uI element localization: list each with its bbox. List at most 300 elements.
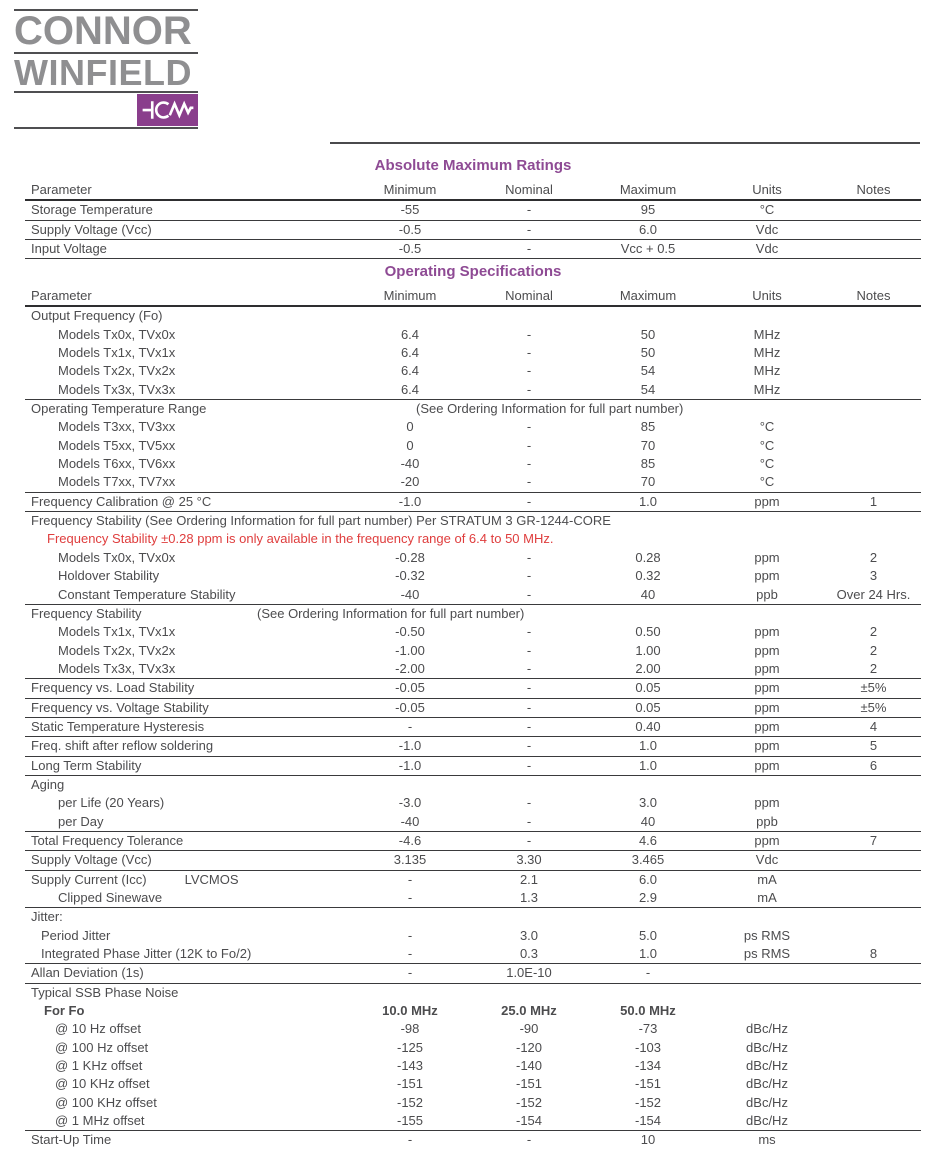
param-cell xyxy=(25,492,350,511)
nominal-cell: - xyxy=(470,698,588,717)
nominal-cell: - xyxy=(470,586,588,605)
table-row xyxy=(25,737,921,756)
units-cell: MHz xyxy=(753,345,781,361)
max-cell: 0.32 xyxy=(635,568,661,584)
max-cell: 50 xyxy=(640,345,656,361)
min-cell: -40 xyxy=(400,456,420,472)
param-label: Clipped Sinewave xyxy=(58,890,163,905)
param-label: Models Tx3x, TVx3x xyxy=(58,381,176,397)
param-label: Frequency vs. Voltage Stability xyxy=(31,699,209,715)
notes-cell xyxy=(826,381,921,400)
table-row xyxy=(25,831,921,850)
nominal-cell: - xyxy=(526,363,532,379)
units-cell: ppm xyxy=(754,624,780,640)
notes-cell xyxy=(826,1131,921,1149)
param-cell xyxy=(25,200,350,220)
table-row xyxy=(25,418,921,436)
nominal-cell: -90 xyxy=(519,1021,539,1037)
param-cell xyxy=(25,220,350,239)
nominal-cell: - xyxy=(470,737,588,756)
notes-cell xyxy=(826,437,921,455)
table-row xyxy=(25,530,921,548)
min-cell: -1.0 xyxy=(350,737,470,756)
nominal-cell: -152 xyxy=(515,1094,543,1110)
table-row xyxy=(25,908,921,927)
max-cell: 3.0 xyxy=(638,795,658,811)
param-label: Frequency vs. Load Stability xyxy=(31,680,195,696)
max-cell: 54 xyxy=(588,381,708,400)
notes-cell xyxy=(826,1094,921,1112)
min-cell: 0 xyxy=(406,419,414,435)
param-cell xyxy=(25,737,350,756)
notes-cell xyxy=(826,220,921,239)
max-cell: 95 xyxy=(588,200,708,220)
param-label: Period Jitter xyxy=(41,927,111,943)
units-cell: ppm xyxy=(708,737,826,756)
table-row xyxy=(25,381,921,400)
table-row xyxy=(25,851,921,870)
notes-cell xyxy=(826,1112,921,1131)
param-cell xyxy=(25,964,350,983)
param-cell xyxy=(25,679,350,698)
notes-cell: 2 xyxy=(826,660,921,679)
param-label: Models T6xx, TV6xx xyxy=(58,456,176,472)
span-note: (See Ordering Information for full part number) xyxy=(257,605,525,621)
param-label: Aging xyxy=(31,776,65,792)
max-cell: 6.0 xyxy=(638,871,658,887)
param-label: Models Tx1x, TVx1x xyxy=(58,624,176,640)
min-cell: -151 xyxy=(396,1076,424,1092)
table-row xyxy=(25,240,921,259)
min-cell: -98 xyxy=(400,1021,420,1037)
param-label: Operating Temperature Range xyxy=(31,401,207,417)
param-cell xyxy=(25,870,350,889)
units-cell: ppm xyxy=(754,795,780,811)
min-cell: -152 xyxy=(396,1094,424,1110)
table-row xyxy=(25,455,921,473)
min-cell: -1.0 xyxy=(350,756,470,775)
nominal-cell: - xyxy=(470,220,588,239)
param-cell xyxy=(25,400,921,419)
notes-cell: 4 xyxy=(826,717,921,736)
min-cell: -0.5 xyxy=(350,220,470,239)
min-cell: -55 xyxy=(350,200,470,220)
param-label: Models Tx0x, TVx0x xyxy=(58,549,176,565)
notes-cell xyxy=(826,851,921,870)
max-cell: 4.6 xyxy=(588,831,708,850)
min-cell: - xyxy=(407,927,413,943)
table-row xyxy=(25,660,921,679)
table-row xyxy=(25,326,921,344)
param-label: Total Frequency Tolerance xyxy=(31,832,184,848)
param-cell xyxy=(25,604,921,623)
notes-cell xyxy=(826,1002,921,1020)
note-text xyxy=(25,530,921,548)
units-cell: ppm xyxy=(708,756,826,775)
param-cell xyxy=(25,927,350,945)
nominal-cell: - xyxy=(470,1131,588,1149)
units-cell: ppm xyxy=(754,642,780,658)
param-cell xyxy=(25,1131,350,1149)
param-cell xyxy=(25,756,350,775)
param-cell xyxy=(25,1094,350,1112)
max-cell: - xyxy=(588,964,708,983)
notes-cell xyxy=(826,794,921,812)
max-cell: 0.40 xyxy=(588,717,708,736)
table-row xyxy=(25,964,921,983)
units-cell: dBc/Hz xyxy=(746,1039,788,1055)
column-header: Minimum xyxy=(350,287,470,306)
notes-cell xyxy=(826,200,921,220)
max-cell: 2.9 xyxy=(588,889,708,908)
column-header: Minimum xyxy=(350,181,470,200)
param-cell xyxy=(25,567,350,585)
nominal-cell: - xyxy=(526,437,532,453)
table-row xyxy=(25,813,921,832)
table-title-absolute-maximum-ratings: Absolute Maximum Ratings xyxy=(374,157,572,174)
min-cell: -0.05 xyxy=(350,698,470,717)
param-label: Models T3xx, TV3xx xyxy=(58,419,176,435)
units-cell: dBc/Hz xyxy=(746,1058,788,1074)
table-row xyxy=(25,698,921,717)
param-cell xyxy=(25,240,350,259)
units-cell: ms xyxy=(708,1131,826,1149)
nominal-cell: 0.3 xyxy=(470,945,588,964)
param-sublabel: LVCMOS xyxy=(184,871,239,887)
notes-cell xyxy=(826,927,921,945)
min-cell: -155 xyxy=(350,1112,470,1131)
table-row xyxy=(25,1094,921,1112)
param-cell xyxy=(25,908,921,927)
logo-rule xyxy=(14,127,198,129)
param-label: For Fo xyxy=(44,1003,85,1019)
notes-cell xyxy=(826,240,921,259)
table-row xyxy=(25,1057,921,1075)
units-cell: MHz xyxy=(753,326,781,342)
max-cell: 85 xyxy=(640,419,656,435)
max-cell: Vcc + 0.5 xyxy=(588,240,708,259)
param-label: @ 100 Hz offset xyxy=(55,1039,149,1055)
nominal-cell: 1.3 xyxy=(470,889,588,908)
header-row xyxy=(25,287,921,306)
nominal-cell: - xyxy=(470,200,588,220)
max-cell: 40 xyxy=(588,813,708,832)
absolute-maximum-ratings xyxy=(25,181,921,259)
param-label: Frequency Calibration @ 25 °C xyxy=(31,493,212,509)
param-cell xyxy=(25,889,350,908)
units-cell: ppm xyxy=(754,568,780,584)
notes-cell xyxy=(826,418,921,436)
param-label: Integrated Phase Jitter (12K to Fo/2) xyxy=(41,946,252,962)
param-label: @ 100 KHz offset xyxy=(55,1094,157,1110)
column-header: Maximum xyxy=(588,181,708,200)
param-cell xyxy=(25,1020,350,1038)
min-cell: - xyxy=(407,871,413,887)
company-logo xyxy=(14,9,198,129)
min-cell: - xyxy=(350,945,470,964)
table-row xyxy=(25,927,921,945)
table-row xyxy=(25,1020,921,1038)
param-label: Constant Temperature Stability xyxy=(58,586,236,602)
param-cell xyxy=(25,586,350,605)
notes-cell: Over 24 Hrs. xyxy=(826,586,921,605)
max-cell: -73 xyxy=(638,1021,658,1037)
units-cell: Vdc xyxy=(708,240,826,259)
units-cell: ppb xyxy=(708,586,826,605)
units-cell: °C xyxy=(708,200,826,220)
notes-cell: 2 xyxy=(869,642,878,658)
min-cell: 6.4 xyxy=(350,381,470,400)
param-cell xyxy=(25,945,350,964)
param-label: Supply Voltage (Vcc) xyxy=(31,852,152,868)
table-row xyxy=(25,794,921,812)
table-row xyxy=(25,775,921,794)
param-cell xyxy=(25,660,350,679)
max-cell: 1.0 xyxy=(588,756,708,775)
nominal-cell: - xyxy=(526,795,532,811)
param-label: Storage Temperature xyxy=(31,202,153,218)
min-cell: -0.05 xyxy=(350,679,470,698)
min-cell: -0.32 xyxy=(395,568,425,584)
units-cell: °C xyxy=(759,456,775,472)
min-cell: -40 xyxy=(350,586,470,605)
param-cell xyxy=(25,326,350,344)
units-cell: ppm xyxy=(708,660,826,679)
units-cell: MHz xyxy=(753,363,781,379)
max-cell: -154 xyxy=(588,1112,708,1131)
table-row xyxy=(25,362,921,380)
units-cell: Vdc xyxy=(708,220,826,239)
logo-mark-row xyxy=(14,93,198,127)
nominal-cell: - xyxy=(526,549,532,565)
nominal-cell: - xyxy=(470,679,588,698)
param-label: Typical SSB Phase Noise xyxy=(31,984,179,1000)
nominal-cell: - xyxy=(470,240,588,259)
nominal-cell: 3.0 xyxy=(519,927,539,943)
nominal-cell: - xyxy=(470,381,588,400)
nominal-cell: - xyxy=(526,456,532,472)
nominal-cell: - xyxy=(470,660,588,679)
param-cell xyxy=(25,642,350,660)
table-row xyxy=(25,492,921,511)
notes-cell xyxy=(826,473,921,492)
notes-cell xyxy=(826,1057,921,1075)
min-cell: -125 xyxy=(396,1039,424,1055)
table-row xyxy=(25,306,921,325)
logo-word-winfield: WINFIELD xyxy=(14,52,192,93)
header-row xyxy=(25,181,921,200)
notes-cell xyxy=(826,344,921,362)
min-cell: - xyxy=(350,964,470,983)
param-label: Frequency Stability ±0.28 ppm is only available in the frequency range of 6.4 to 50 MHz. xyxy=(47,531,554,547)
param-label: Frequency Stability xyxy=(31,605,142,621)
param-cell xyxy=(25,831,350,850)
table-row xyxy=(25,220,921,239)
param-label: per Life (20 Years) xyxy=(58,795,165,811)
param-cell xyxy=(25,344,350,362)
table-row xyxy=(25,679,921,698)
max-cell: 1.00 xyxy=(635,642,661,658)
param-cell xyxy=(25,306,921,325)
max-cell: 10 xyxy=(588,1131,708,1149)
param-cell xyxy=(25,362,350,380)
nominal-cell: - xyxy=(526,345,532,361)
units-cell: mA xyxy=(708,889,826,908)
table-row xyxy=(25,1075,921,1093)
param-cell xyxy=(25,1039,350,1057)
param-cell xyxy=(25,851,350,870)
min-cell: -20 xyxy=(350,473,470,492)
max-cell: 70 xyxy=(588,473,708,492)
units-cell: ppm xyxy=(708,831,826,850)
min-cell: -1.00 xyxy=(395,642,425,658)
param-label: per Day xyxy=(58,813,104,829)
max-cell: 50.0 MHz xyxy=(620,1003,676,1019)
min-cell: -0.28 xyxy=(395,549,425,565)
table-row xyxy=(25,567,921,585)
table-row xyxy=(25,1131,921,1149)
table-title-operating-specifications: Operating Specifications xyxy=(384,263,562,280)
param-cell xyxy=(25,813,350,832)
min-cell: 6.4 xyxy=(400,345,420,361)
max-cell: 85 xyxy=(640,456,656,472)
column-header: Units xyxy=(708,287,826,306)
table-row xyxy=(25,549,921,567)
nominal-cell: - xyxy=(526,419,532,435)
max-cell: 50 xyxy=(640,326,656,342)
notes-cell: ±5% xyxy=(826,698,921,717)
max-cell: 2.00 xyxy=(588,660,708,679)
notes-cell: ±5% xyxy=(826,679,921,698)
nominal-cell: -151 xyxy=(515,1076,543,1092)
max-cell: -151 xyxy=(634,1076,662,1092)
units-cell: ppm xyxy=(708,698,826,717)
param-cell xyxy=(25,1075,350,1093)
min-cell: -3.0 xyxy=(398,795,422,811)
max-cell: -103 xyxy=(634,1039,662,1055)
param-label: Models T7xx, TV7xx xyxy=(58,474,176,490)
notes-cell xyxy=(826,362,921,380)
param-cell xyxy=(25,1002,350,1020)
nominal-cell: 2.1 xyxy=(519,871,539,887)
min-cell: 3.135 xyxy=(350,851,470,870)
min-cell: -0.5 xyxy=(350,240,470,259)
waveform-icon xyxy=(137,94,198,126)
param-label: Output Frequency (Fo) xyxy=(31,308,163,324)
param-label: Models Tx0x, TVx0x xyxy=(58,326,176,342)
units-cell: dBc/Hz xyxy=(746,1076,788,1092)
max-cell: 3.465 xyxy=(588,851,708,870)
notes-cell xyxy=(826,1039,921,1057)
param-label: Holdover Stability xyxy=(58,568,160,584)
table-row xyxy=(25,717,921,736)
param-label: @ 1 KHz offset xyxy=(55,1058,143,1074)
units-cell: ppm xyxy=(754,549,780,565)
column-header: Nominal xyxy=(470,287,588,306)
table-row xyxy=(25,623,921,641)
param-cell xyxy=(25,794,350,812)
notes-cell: 2 xyxy=(869,549,878,565)
max-cell: 1.0 xyxy=(588,945,708,964)
param-label: Supply Voltage (Vcc) xyxy=(31,221,152,237)
nominal-cell: - xyxy=(470,492,588,511)
units-cell: Vdc xyxy=(708,851,826,870)
table-row xyxy=(25,1112,921,1131)
column-header: Nominal xyxy=(470,181,588,200)
param-label: Static Temperature Hysteresis xyxy=(31,718,205,734)
table-row xyxy=(25,400,921,419)
param-label: Supply Current (Icc) xyxy=(31,871,147,887)
max-cell: 0.05 xyxy=(588,679,708,698)
min-cell: -2.00 xyxy=(350,660,470,679)
nominal-cell: - xyxy=(526,642,532,658)
notes-cell xyxy=(826,1075,921,1093)
min-cell: -40 xyxy=(350,813,470,832)
table-row xyxy=(25,437,921,455)
column-header: Parameter xyxy=(25,287,350,306)
column-header: Notes xyxy=(826,287,921,306)
table-row xyxy=(25,870,921,889)
notes-cell xyxy=(826,889,921,908)
table-row xyxy=(25,1002,921,1020)
param-label: @ 1 MHz offset xyxy=(55,1113,145,1129)
table-row xyxy=(25,200,921,220)
column-header: Parameter xyxy=(25,181,350,200)
param-label: Models T5xx, TV5xx xyxy=(58,437,176,453)
param-cell xyxy=(25,775,921,794)
max-cell: 0.50 xyxy=(635,624,661,640)
units-cell xyxy=(708,964,826,983)
span-note: (See Ordering Information for full part number) xyxy=(416,401,684,417)
table-row xyxy=(25,604,921,623)
param-label: Input Voltage xyxy=(31,241,107,257)
min-cell: -0.50 xyxy=(395,624,425,640)
notes-cell xyxy=(826,326,921,344)
min-cell: 6.4 xyxy=(400,326,420,342)
notes-cell xyxy=(826,870,921,889)
table-row xyxy=(25,512,921,531)
param-label: @ 10 Hz offset xyxy=(55,1021,141,1037)
notes-cell: 6 xyxy=(826,756,921,775)
units-cell: ps RMS xyxy=(708,945,826,964)
param-label: @ 10 KHz offset xyxy=(55,1076,150,1092)
notes-cell xyxy=(826,455,921,473)
table-row xyxy=(25,642,921,660)
max-cell: 6.0 xyxy=(588,220,708,239)
units-cell xyxy=(708,1002,826,1020)
min-cell: - xyxy=(350,717,470,736)
nominal-cell: - xyxy=(470,813,588,832)
param-label: Models Tx3x, TVx3x xyxy=(58,660,176,676)
nominal-cell: - xyxy=(526,568,532,584)
table-row xyxy=(25,1039,921,1057)
units-cell: dBc/Hz xyxy=(708,1112,826,1131)
operating-specifications xyxy=(25,287,921,1149)
min-cell: -143 xyxy=(396,1058,424,1074)
units-cell: dBc/Hz xyxy=(746,1094,788,1110)
param-label: Jitter: xyxy=(31,909,63,925)
max-cell: 1.0 xyxy=(588,492,708,511)
min-cell: 6.4 xyxy=(400,363,420,379)
table-row xyxy=(25,889,921,908)
units-cell: ppb xyxy=(708,813,826,832)
table-row xyxy=(25,945,921,964)
notes-cell: 7 xyxy=(826,831,921,850)
max-cell: 0.28 xyxy=(635,549,661,565)
param-label: Models Tx1x, TVx1x xyxy=(58,345,176,361)
param-cell xyxy=(25,381,350,400)
param-label: Long Term Stability xyxy=(31,757,142,773)
